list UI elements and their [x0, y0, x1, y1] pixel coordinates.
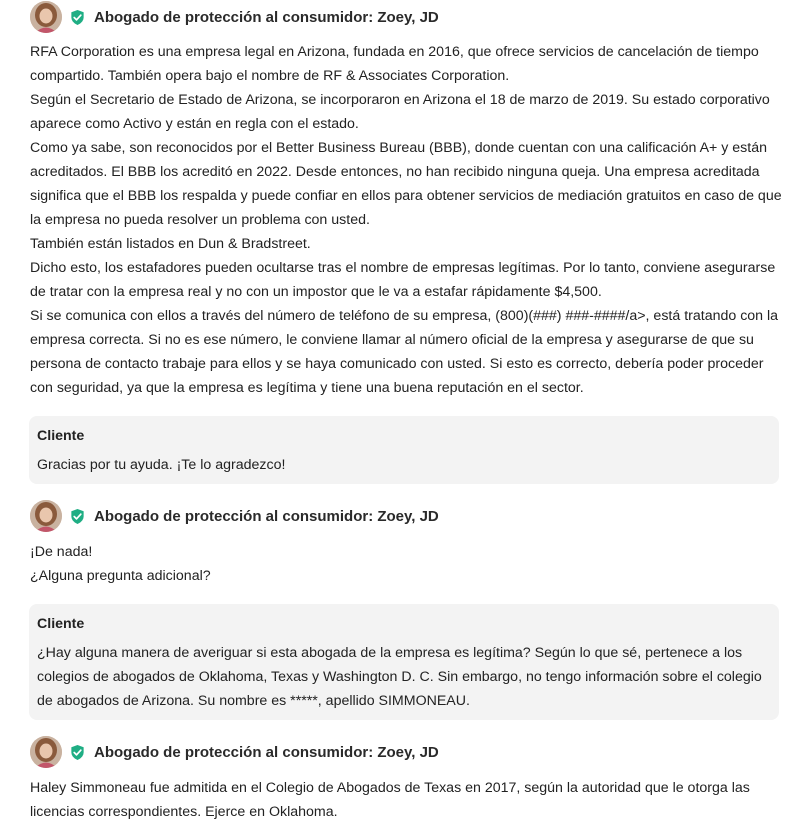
expert-avatar[interactable]: [30, 1, 62, 33]
message-paragraph: ¿Alguna pregunta adicional?: [30, 568, 211, 584]
person-avatar-icon: [30, 500, 62, 532]
customer-text: [37, 453, 771, 477]
expert-avatar[interactable]: [30, 736, 62, 768]
expert-message: [30, 40, 782, 400]
customer-text: [37, 641, 771, 713]
customer-message: [29, 416, 779, 484]
expert-header: [30, 500, 439, 532]
message-paragraph: Haley Simmoneau fue admitida en el Colegio de Abogados de Texas en 2017, según la autoridad que le otorga las licencias correspondientes. Ejerce en Oklahoma.: [30, 780, 750, 820]
message-paragraph: También están listados en Dun & Bradstreet.: [30, 236, 311, 252]
expert-message: [30, 776, 782, 824]
expert-name: Abogado de protección al consumidor: Zoey, JD: [94, 507, 439, 525]
message-paragraph: ¡De nada!: [30, 544, 93, 560]
message-paragraph: Como ya sabe, son reconocidos por el Better Business Bureau (BBB), donde cuentan con una calificación A+ y están acreditados. El BBB los acreditó en 2022. Desde entonces, no han recibido ninguna queja. Una empresa acreditada significa que el BBB los respalda y puede confiar en ellos para obtener servicios de mediación gratuitos en caso de que la empresa no pueda resolver un problema con usted.: [30, 140, 782, 228]
expert-header: [30, 736, 439, 768]
person-avatar-icon: [30, 736, 62, 768]
person-avatar-icon: [30, 1, 62, 33]
customer-message: [29, 604, 779, 720]
customer-label: Cliente: [37, 616, 85, 632]
expert-name: Abogado de protección al consumidor: Zoey, JD: [94, 743, 439, 761]
message-paragraph: Según el Secretario de Estado de Arizona, se incorporaron en Arizona el 18 de marzo de 2019. Su estado corporativo aparece como Activo y están en regla con el estado.: [30, 92, 770, 132]
message-paragraph: ¿Hay alguna manera de averiguar si esta abogada de la empresa es legítima? Según lo que sé, pertenece a los colegios de abogados de Oklahoma, Texas y Washington D. C. Sin embargo, no tengo información sobre el colegio de abogados de Arizona. Su nombre es *****, apellido SIMMONEAU.: [37, 645, 762, 709]
verified-check-icon: [68, 507, 86, 525]
message-paragraph: Gracias por tu ayuda. ¡Te lo agradezco!: [37, 457, 286, 473]
expert-message: [30, 540, 782, 588]
message-paragraph: RFA Corporation es una empresa legal en Arizona, fundada en 2016, que ofrece servicios de cancelación de tiempo compartido. También opera bajo el nombre de RF & Associates Corporation.: [30, 44, 759, 84]
customer-label: Cliente: [37, 428, 85, 444]
expert-name: Abogado de protección al consumidor: Zoey, JD: [94, 8, 439, 26]
expert-avatar[interactable]: [30, 500, 62, 532]
message-paragraph: Si se comunica con ellos a través del número de teléfono de su empresa, (800)(###) ###-####/a>, está tratando con la empresa correcta. Si no es ese número, le conviene llamar al número oficial de la empresa y asegurarse de que su persona de contacto trabaje para ellos y se haya comunicado con usted. Si esto es correcto, debería poder proceder con seguridad, ya que la empresa es legítima y tiene una buena reputación en el sector.: [30, 308, 779, 396]
expert-header: [30, 1, 439, 33]
verified-check-icon: [68, 8, 86, 26]
message-paragraph: Dicho esto, los estafadores pueden ocultarse tras el nombre de empresas legítimas. Por lo tanto, conviene asegurarse de tratar con la empresa real y no con un impostor que le va a estafar rápidamente $4,500.: [30, 260, 776, 300]
verified-check-icon: [68, 743, 86, 761]
